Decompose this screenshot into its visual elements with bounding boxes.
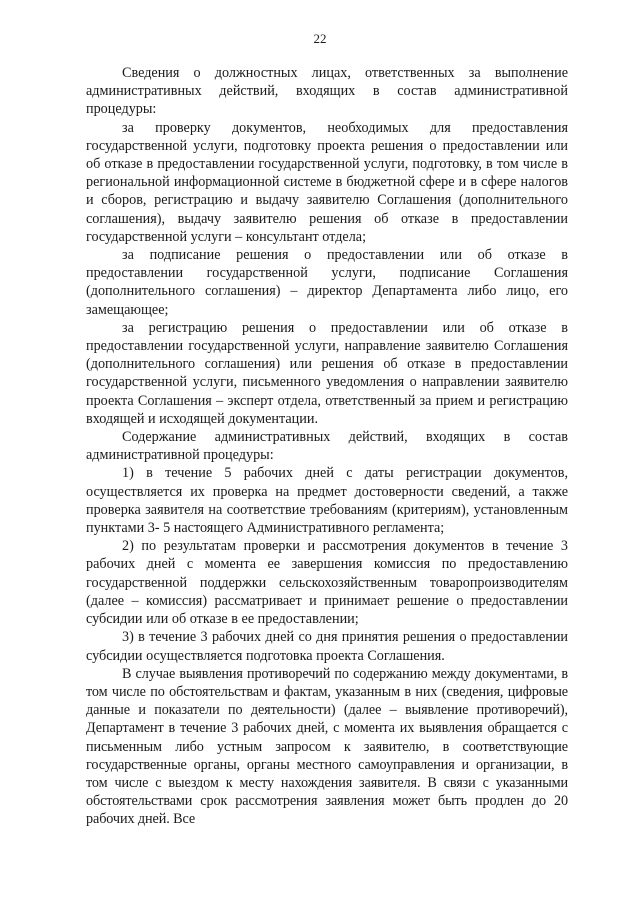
paragraph-contradictions: В случае выявления противоречий по содержанию между документами, в том числе по обстоятельствам и фактам, указанным в них (сведения, цифровые данные и показатели по деятельности) (далее – выявление противоречий), Департамент в течение 3 рабочих дней, с момента их выявления обращается с письменным либо устным запросом к заявителю, в соответствующие государственные органы, органы местного самоуправления и организации, в том числе с выездом к месту нахождения заявителя. В связи с указанными обстоятельствами срок рассмотрения заявления может быть продлен до 20 рабочих дней. Все (86, 665, 568, 828)
paragraph-step-1: 1) в течение 5 рабочих дней с даты регистрации документов, осуществляется их проверка на предмет достоверности сведений, а также проверка заявителя на соответствие требованиям (критериям), установленным пунктами 3- 5 настоящего Административного регламента; (86, 465, 568, 537)
document-body (86, 64, 568, 829)
paragraph-director-duties: за подписание решения о предоставлении или об отказе в предоставлении государственной услуги, подписание Соглашения (дополнительного соглашения) – директор Департамента либо лицо, его замещающее; (86, 247, 568, 318)
paragraph-step-3: 3) в течение 3 рабочих дней со дня принятия решения о предоставлении субсидии осуществляется подготовка проекта Соглашения. (86, 629, 568, 664)
paragraph-consultant-duties: за проверку документов, необходимых для предоставления государственной услуги, подготовку проекта решения о предоставлении или об отказе в предоставлении государственной услуги, подготовку, в том числе в региональной информационной системе в бюджетной сфере и в сфере налогов и сборов, регистрацию и выдачу заявителю Соглашения (дополнительного соглашения), выдачу заявителю решения об отказе в предоставлении государственной услуги – консультант отдела; (86, 119, 568, 245)
paragraph-officials-intro: Сведения о должностных лицах, ответственных за выполнение административных действий, входящих в состав административной процедуры: (86, 65, 568, 118)
paragraph-step-2: 2) по результатам проверки и рассмотрения документов в течение 3 рабочих дней с момента ее завершения комиссия по предоставлению государственной поддержки сельскохозяйственным товаропроизводителям (далее – комиссия) рассматривает и принимает решение о предоставлении субсидии или об отказе в ее предоставлении; (86, 538, 568, 628)
paragraph-actions-intro: Содержание административных действий, входящих в состав административной процедуры: (86, 429, 568, 464)
page-number: 22 (313, 31, 327, 46)
paragraph-expert-duties: за регистрацию решения о предоставлении или об отказе в предоставлении государственной услуги, направление заявителю Соглашения (дополнительного соглашения) или решения об отказе в предоставлении государственной услуги, письменного уведомления о направлении заявителю проекта Соглашения – эксперт отдела, ответственный за прием и регистрацию входящей и исходящей документации. (86, 319, 568, 427)
